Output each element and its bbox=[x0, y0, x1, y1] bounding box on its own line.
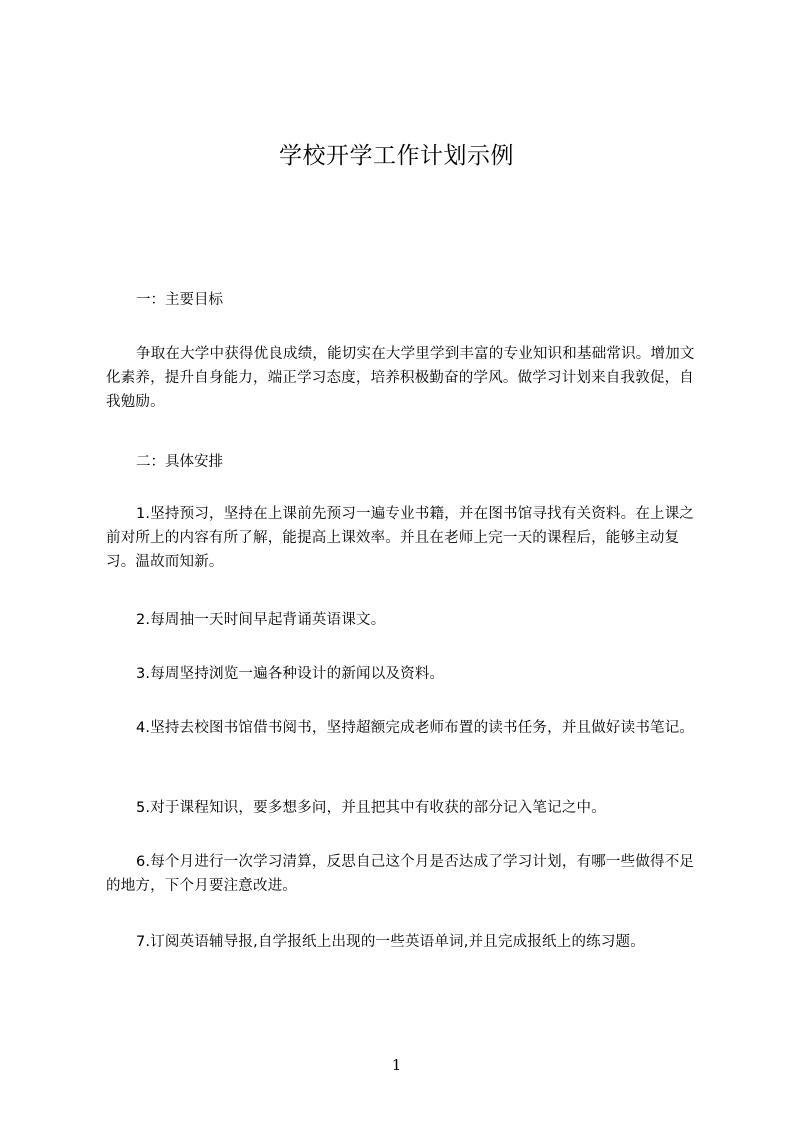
section-heading-goals: 一：主要目标 bbox=[136, 292, 223, 308]
arrangement-item-4: 4.坚持去校图书馆借书阅书，坚持超额完成老师布置的读书任务，并且做好读书笔记。 bbox=[136, 720, 695, 736]
arrangement-item-3: 3.每周坚持浏览一遍各种设计的新闻以及资料。 bbox=[136, 666, 445, 682]
arrangement-item-1: 1.坚持预习，坚持在上课前先预习一遍专业书籍，并在图书馆寻找有关资料。在上课之前对所上的内容有所了解，能提高上课效率。并且在老师上完一天的课程后，能够主动复习。温故而知新。 bbox=[106, 506, 695, 570]
section-heading-arrangements: 二：具体安排 bbox=[136, 454, 223, 470]
arrangement-item-7: 7.订阅英语辅导报,自学报纸上出现的一些英语单词,并且完成报纸上的练习题。 bbox=[136, 934, 645, 950]
arrangement-item-2: 2.每周抽一天时间早起背诵英语课文。 bbox=[136, 612, 386, 628]
arrangement-item-5: 5.对于课程知识，要多想多问，并且把其中有收获的部分记入笔记之中。 bbox=[136, 800, 606, 816]
arrangement-item-6: 6.每个月进行一次学习清算，反思自己这个月是否达成了学习计划，有哪一些做得不足的地方，下个月要注意改进。 bbox=[106, 854, 695, 894]
goals-paragraph: 争取在大学中获得优良成绩，能切实在大学里学到丰富的专业知识和基础常识。增加文化素养，提升自身能力，端正学习态度，培养积极勤奋的学风。做学习计划来自我敦促，自我勉励。 bbox=[106, 346, 695, 410]
page-number: 1 bbox=[391, 1056, 402, 1074]
document-title: 学校开学工作计划示例 bbox=[279, 143, 514, 169]
